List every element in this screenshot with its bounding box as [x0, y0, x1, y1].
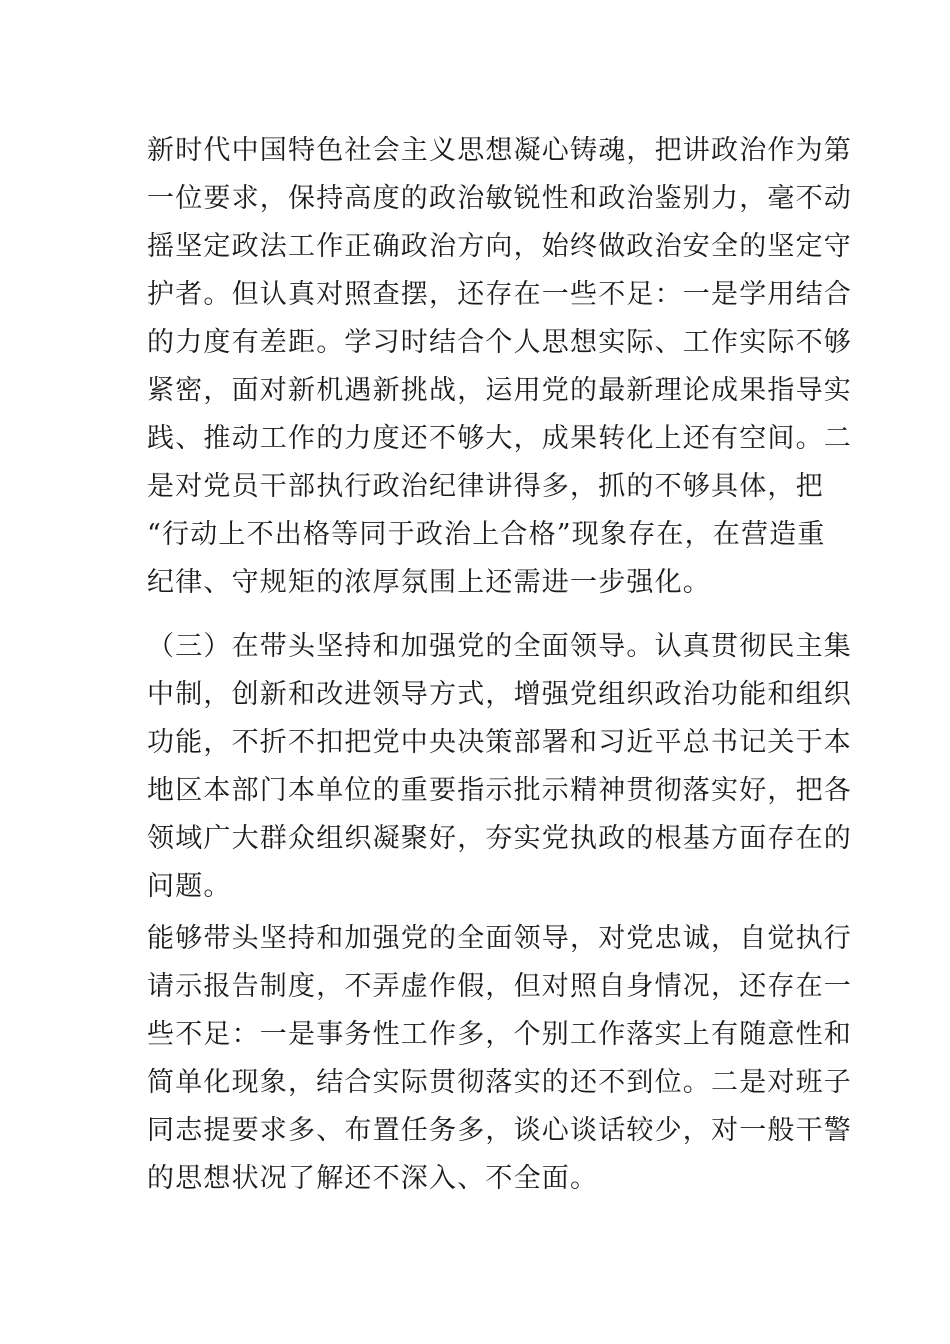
text-line: 领域广大群众组织凝聚好，夯实党执政的根基方面存在的 — [147, 823, 852, 854]
text-line: 能够带头坚持和加强党的全面领导，对党忠诚，自觉执行 — [147, 923, 852, 954]
text-line: “行动上不出格等同于政治上合格”现象存在，在营造重 — [147, 519, 826, 550]
text-line: 的力度有差距。学习时结合个人思想实际、工作实际不够 — [147, 327, 852, 358]
text-line: 些不足：一是事务性工作多，个别工作落实上有随意性和 — [147, 1019, 852, 1050]
paragraph-leadership-shortcomings — [147, 915, 852, 1203]
text-line: 同志提要求多、布置任务多，谈心谈话较少，对一般干警 — [147, 1115, 852, 1146]
text-line: 的思想状况了解还不深入、不全面。 — [147, 1163, 599, 1194]
text-line: 护者。但认真对照查摆，还存在一些不足：一是学用结合 — [147, 279, 852, 310]
text-line: 地区本部门本单位的重要指示批示精神贯彻落实好，把各 — [147, 775, 852, 806]
text-line: 功能，不折不扣把党中央决策部署和习近平总书记关于本 — [147, 727, 852, 758]
text-line: 纪律、守规矩的浓厚氛围上还需进一步强化。 — [147, 567, 711, 598]
text-line: 紧密，面对新机遇新挑战，运用党的最新理论成果指导实 — [147, 375, 852, 406]
text-line: 请示报告制度，不弄虚作假，但对照自身情况，还存在一 — [147, 971, 852, 1002]
text-line: 是对党员干部执行政治纪律讲得多，抓的不够具体，把 — [147, 471, 824, 502]
text-line: 新时代中国特色社会主义思想凝心铸魂，把讲政治作为第 — [147, 135, 852, 166]
text-line: 一位要求，保持高度的政治敏锐性和政治鉴别力，毫不动 — [147, 183, 852, 214]
text-line: 问题。 — [147, 871, 232, 902]
section-heading-paragraph — [147, 623, 852, 911]
text-line: （三）在带头坚持和加强党的全面领导。认真贯彻民主集 — [147, 631, 852, 662]
text-line: 简单化现象，结合实际贯彻落实的还不到位。二是对班子 — [147, 1067, 852, 1098]
text-line: 摇坚定政法工作正确政治方向，始终做政治安全的坚定守 — [147, 231, 852, 262]
text-line: 中制，创新和改进领导方式，增强党组织政治功能和组织 — [147, 679, 852, 710]
paragraph-political-requirements — [147, 127, 852, 607]
text-line: 践、推动工作的力度还不够大，成果转化上还有空间。二 — [147, 423, 852, 454]
